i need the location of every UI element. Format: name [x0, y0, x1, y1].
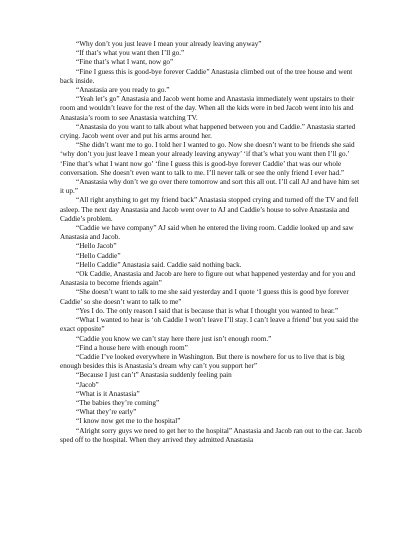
- paragraph: “If that’s what you want then I’ll go.”: [76, 49, 185, 58]
- paragraph: “Jacob”: [76, 380, 99, 389]
- paragraph: “Fine I guess this is good-bye forever Caddie” Anastasia climbed out of the tree house and went back inside.: [60, 67, 353, 85]
- paragraph: “Alright sorry guys we need to get her to the hospital” Anastasia and Jacob ran out to the car. Jacob sped off to the hospital. When they arrived they admitted Anastasia: [60, 426, 362, 444]
- paragraph: “Fine that’s what I want, now go”: [76, 58, 174, 67]
- paragraph: “Anastasia why don’t we go over there tomorrow and sort this all out. I’ll call AJ and have him set it up.”: [60, 178, 360, 196]
- paragraph: “Caddie you know we can’t stay here there just isn’t enough room.”: [76, 334, 272, 343]
- paragraph: “She didn’t want me to go. I told her I wanted to go. Now she doesn’t want to be friends she said ‘why don’t you just leave I mean your already leaving anyway’ ‘if that’s what you want then I’ll go.’ ‘Fine that’s what I want now go’ ‘fine I guess this is good-bye forever Caddie’ that was our whole conversation. She doesn’t even want to talk to me. I’ll never talk or see the only friend I ever had.”: [60, 141, 355, 177]
- paragraph: “Why don’t you just leave I mean your already leaving anyway”: [76, 40, 262, 48]
- paragraph: “Caddie we have company” AJ said when he entered the living room. Caddie looked up and saw Anastasia and Jacob.: [60, 224, 354, 242]
- paragraph: “I know now get me to the hospital”: [76, 417, 181, 426]
- paragraph: “Hello Caddie”: [76, 251, 121, 260]
- paragraph: “Anastasia are you ready to go.”: [76, 86, 170, 95]
- paragraph: “What they’re early”: [76, 408, 137, 417]
- paragraph: “Anastasia do you want to talk about what happened between you and Caddie.” Anastasia started crying. Jacob went over and put his arms around her.: [60, 122, 356, 141]
- paragraph: “What I wanted to hear is ‘oh Caddie I won’t leave I’ll stay. I can’t leave a friend’ but you said the exact opposite”: [60, 316, 359, 334]
- paragraph: “Ok Caddie, Anastasia and Jacob are here to figure out what happened yesterday and for you and Anastasia to become friends again”: [60, 270, 356, 288]
- paragraph: “All right anything to get my friend back” Anastasia stopped crying and turned off the TV and fell asleep. The next day Anastasia and Jacob went over to AJ and Caddie’s house to solve Anastasia and Caddie’s problem.: [60, 196, 359, 223]
- paragraph: “Hello Caddie” Anastasia said. Caddie said nothing back.: [76, 260, 242, 269]
- paragraph: “What is it Anastasia”: [76, 389, 140, 398]
- paragraph: “The babies they’re coming”: [76, 398, 160, 407]
- paragraph: “She doesn’t want to talk to me she said yesterday and I quote ‘I guess this is good bye forever Caddie’ so she doesn’t want to talk to me”: [60, 288, 349, 306]
- paragraph: “Caddie I’ve looked everywhere in Washington. But there is nowhere for us to live that is big enough besides this is Anastasia’s dream why can’t you support her”: [60, 352, 345, 371]
- paragraph: “Find a house here with enough room”: [76, 343, 188, 352]
- paragraph: “Yes I do. The only reason I said that is because that is what I thought you wanted to hear.”: [76, 306, 339, 315]
- paragraph: “Yeah let’s go” Anastasia and Jacob went home and Anastasia immediately went upstairs to their room and wouldn’t leave for the rest of the day. When all the kids were in bed Jacob went into his and Anastasia’s room to see Anastasia watching TV.: [60, 95, 355, 122]
- paragraph: “Because I just can’t” Anastasia suddenly feeling pain: [76, 371, 232, 380]
- paragraph: “Hello Jacob”: [76, 242, 117, 251]
